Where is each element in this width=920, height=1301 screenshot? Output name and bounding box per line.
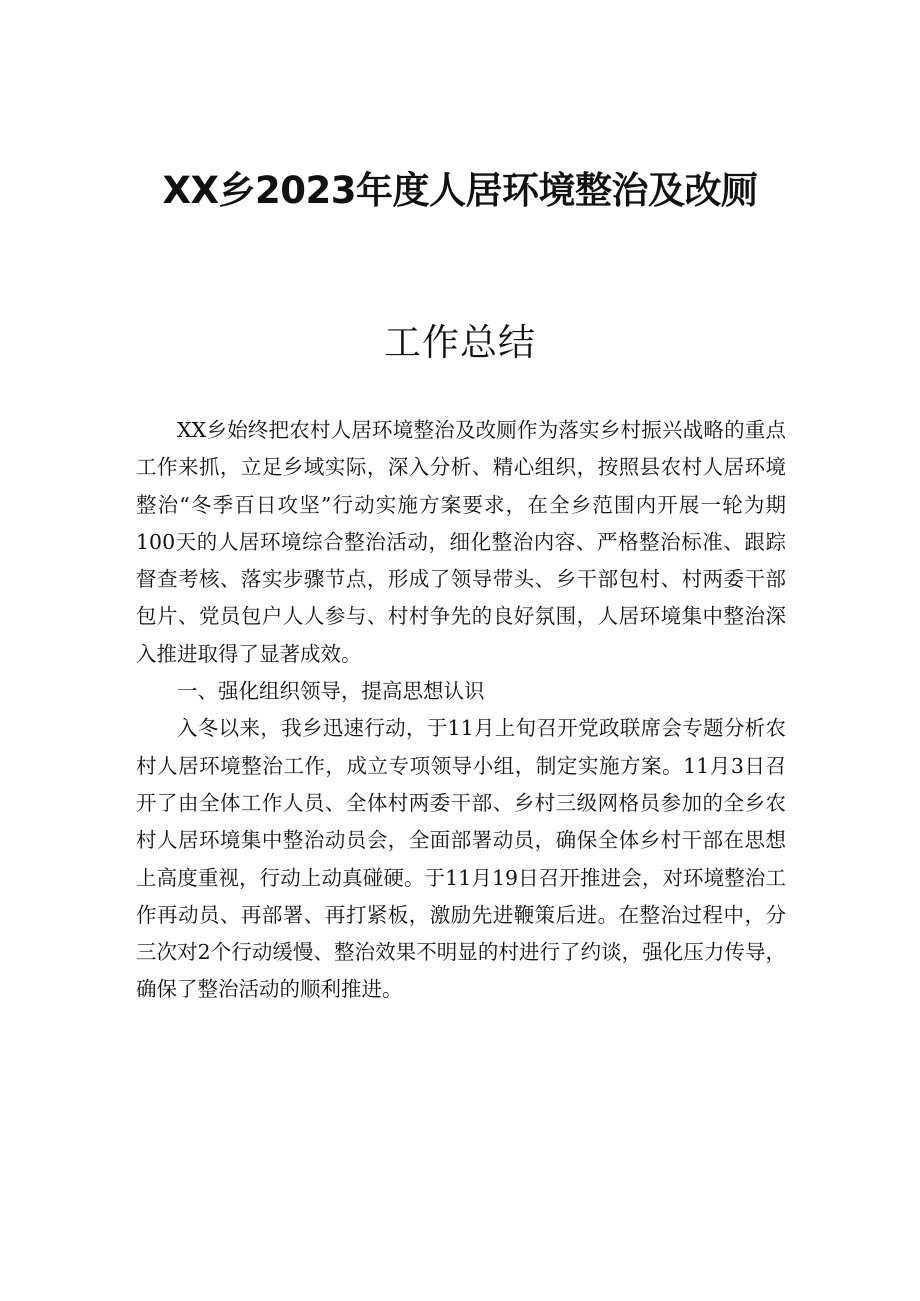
document-title-line-1: XX乡2023年度人居环境整治及改厕 bbox=[162, 169, 758, 212]
section-heading-1: 一、强化组织领导，提高思想认识 bbox=[177, 679, 485, 704]
paragraph-intro: XX乡始终把农村人居环境整治及改厕作为落实乡村振兴战略的重点工作来抓，立足乡域实际，深入分析、精心组织，按照县农村人居环境整治“冬季百日攻坚”行动实施方案要求，在全乡范围内开展一轮为期100天的人居环境综合整治活动，细化整治内容、严格整治标准、跟踪督查考核、落实步骤节点，形成了领导带头、乡干部包村、村两委干部包片、党员包户人人参与、村村争先的良好氛围，人居环境集中整治深入推进取得了显著成效。 bbox=[136, 418, 786, 666]
paragraph-section-1: 入冬以来，我乡迅速行动，于11月上旬召开党政联席会专题分析农村人居环境整治工作，成立专项领导小组，制定实施方案。11月3日召开了由全体工作人员、全体村两委干部、乡村三级网格员参加的全乡农村人居环境集中整治动员会，全面部署动员，确保全体乡村干部在思想上高度重视，行动上动真碰硬。于11月19日召开推进会，对环境整治工作再动员、再部署、再打紧板，激励先进鞭策后进。在整治过程中，分三次对2个行动缓慢、整治效果不明显的村进行了约谈，强化压力传导，确保了整治活动的顺利推进。 bbox=[136, 716, 786, 1002]
document-body bbox=[136, 412, 786, 1009]
document-title-line-2: 工作总结 bbox=[384, 321, 536, 364]
